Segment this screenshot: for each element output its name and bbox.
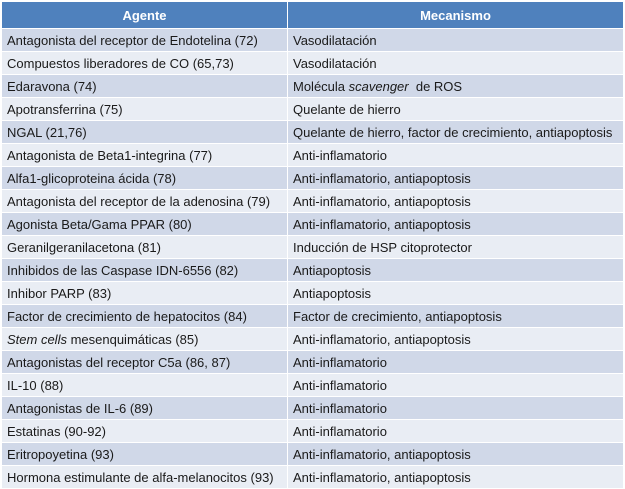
agent-cell — [2, 328, 288, 351]
mechanism-cell: Vasodilatación — [288, 29, 624, 52]
mechanism-cell: Anti-inflamatorio — [288, 144, 624, 167]
mechanism-cell: Anti-inflamatorio, antiapoptosis — [288, 328, 624, 351]
agent-cell: Edaravona (74) — [2, 75, 288, 98]
header-mecanismo: Mecanismo — [288, 2, 624, 29]
table-row — [2, 236, 624, 259]
table-row — [2, 420, 624, 443]
agent-cell: Antagonista del receptor de Endotelina (72) — [2, 29, 288, 52]
mechanism-cell: Factor de crecimiento, antiapoptosis — [288, 305, 624, 328]
table-row — [2, 167, 624, 190]
mechanism-cell: Anti-inflamatorio, antiapoptosis — [288, 213, 624, 236]
agent-cell: Estatinas (90-92) — [2, 420, 288, 443]
agent-cell: NGAL (21,76) — [2, 121, 288, 144]
agent-italic-text: Stem cells — [7, 331, 67, 347]
mechanism-cell: Inducción de HSP citoprotector — [288, 236, 624, 259]
header-row — [2, 2, 624, 29]
agent-cell: Agonista Beta/Gama PPAR (80) — [2, 213, 288, 236]
mechanism-cell — [288, 75, 624, 98]
agents-table — [1, 1, 624, 489]
mechanism-cell: Anti-inflamatorio, antiapoptosis — [288, 443, 624, 466]
mechanism-cell: Anti-inflamatorio, antiapoptosis — [288, 190, 624, 213]
mechanism-italic-text: scavenger — [348, 78, 409, 94]
table-row — [2, 282, 624, 305]
mechanism-cell: Anti-inflamatorio — [288, 397, 624, 420]
mechanism-text: Molécula — [293, 78, 349, 94]
table-row — [2, 351, 624, 374]
mechanism-cell: Anti-inflamatorio — [288, 351, 624, 374]
table-row — [2, 397, 624, 420]
agent-cell: Antagonista del receptor de la adenosina (79) — [2, 190, 288, 213]
agent-cell: Antagonistas del receptor C5a (86, 87) — [2, 351, 288, 374]
agent-cell: Eritropoyetina (93) — [2, 443, 288, 466]
mechanism-cell: Antiapoptosis — [288, 282, 624, 305]
mechanism-text: de ROS — [408, 78, 463, 94]
agent-cell: Inhibor PARP (83) — [2, 282, 288, 305]
agent-cell: Hormona estimulante de alfa-melanocitos (93) — [2, 466, 288, 489]
agent-cell: Alfa1-glicoproteina ácida (78) — [2, 167, 288, 190]
agent-cell: Compuestos liberadores de CO (65,73) — [2, 52, 288, 75]
agent-cell: IL-10 (88) — [2, 374, 288, 397]
table-row — [2, 144, 624, 167]
table-row — [2, 374, 624, 397]
agent-text: mesenquimáticas (85) — [66, 331, 199, 347]
agent-cell: Geranilgeranilacetona (81) — [2, 236, 288, 259]
agent-cell: Antagonistas de IL-6 (89) — [2, 397, 288, 420]
agent-cell: Antagonista de Beta1-integrina (77) — [2, 144, 288, 167]
mechanism-cell: Anti-inflamatorio — [288, 374, 624, 397]
table-row — [2, 466, 624, 489]
mechanism-cell: Vasodilatación — [288, 52, 624, 75]
mechanism-cell: Quelante de hierro, factor de crecimiento, antiapoptosis — [288, 121, 624, 144]
table-row — [2, 443, 624, 466]
mechanism-cell: Anti-inflamatorio, antiapoptosis — [288, 466, 624, 489]
agent-cell: Inhibidos de las Caspase IDN-6556 (82) — [2, 259, 288, 282]
table-row — [2, 213, 624, 236]
mechanism-cell: Anti-inflamatorio, antiapoptosis — [288, 167, 624, 190]
agent-cell: Factor de crecimiento de hepatocitos (84) — [2, 305, 288, 328]
agent-cell: Apotransferrina (75) — [2, 98, 288, 121]
table-row — [2, 29, 624, 52]
table-row — [2, 259, 624, 282]
mechanism-cell: Anti-inflamatorio — [288, 420, 624, 443]
mechanism-cell: Quelante de hierro — [288, 98, 624, 121]
table-row — [2, 75, 624, 98]
table-row — [2, 98, 624, 121]
table-row — [2, 52, 624, 75]
table-row — [2, 305, 624, 328]
mechanism-cell: Antiapoptosis — [288, 259, 624, 282]
table-row — [2, 328, 624, 351]
table-row — [2, 190, 624, 213]
header-agente: Agente — [2, 2, 288, 29]
table-row — [2, 121, 624, 144]
